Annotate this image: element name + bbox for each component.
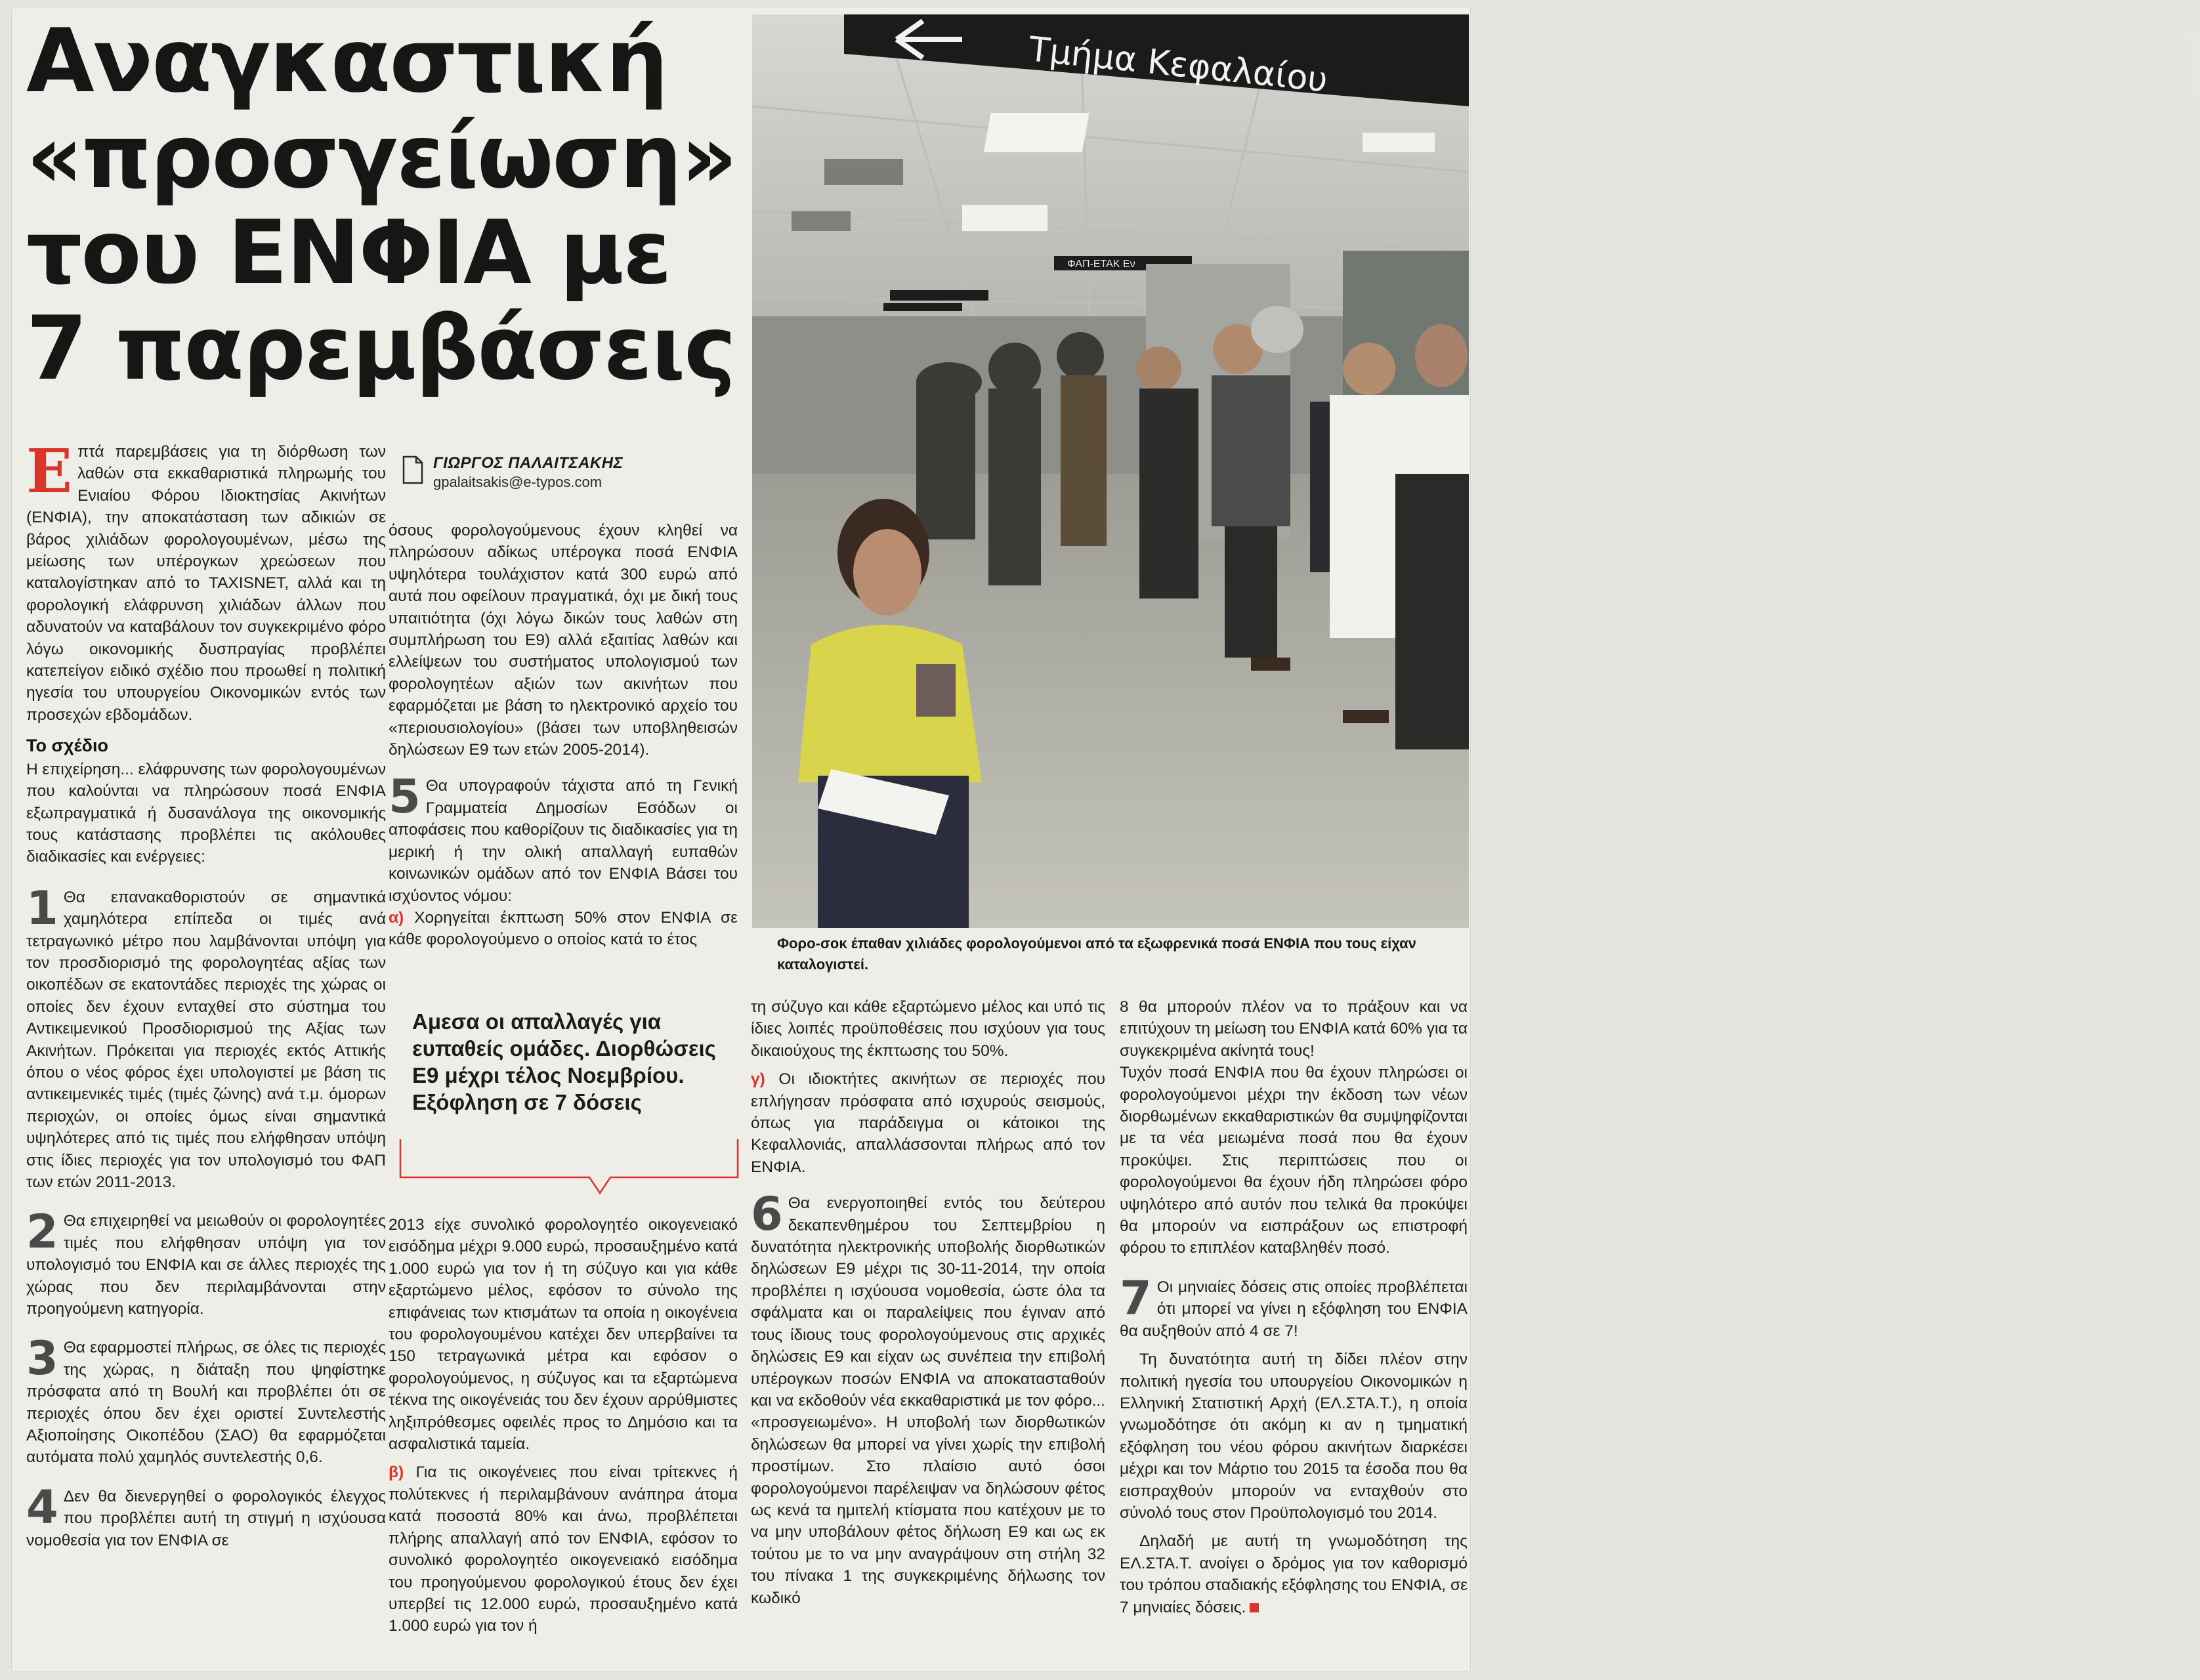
point-7: 7 Οι μηνιαίες δόσεις στις οποίες προβλέπεται ότι μπορεί να γίνει η εξόφληση του ΕΝΦΙΑ θα αυξηθούν από 4 σε 7! (1120, 1270, 1468, 1340)
point-4-continued: όσους φορολογούμενους έχουν κληθεί να πληρώσουν αδίκως υπέρογκα ποσά ΕΝΦΙΑ υψηλότερα τουλάχιστον κατά 300 ευρώ από αυτά που οφείλουν πραγματικά, όχι με δική τους υπαιτιότητα (όχι λόγω δικών τους λαθών στη συμπλήρωση του Ε9) αλλά εξαιτίας λαθών και ελλείψεων του συστήματος υπολογισμού των φορολογητέων αξιών των ακινήτων που εφαρμόζεται με βάση το ηλεκτρονικό αρχείο του «περιουσιολογίου» (βάσει των υποβληθεισών δηλώσεων Ε9 των ετών 2005-2014). (389, 522, 738, 759)
point-6: 6 Θα ενεργοποιηθεί εντός του δεύτερου δεκαπενθημέρου του Σεπτεμβρίου η δυνατότητα ηλεκτρονικής υποβολής διορθωτικών δηλώσεων Ε9 μέχρι τις 30-11-2014, την οποία προβλέπει η ισχύουσα νομοθεσία, ώστε όλα τα σφάλματα και οι παραλείψεις που έγιναν από τους ίδιους τους φορολογούμενους στις αρχικές δηλώσεις Ε9 και είχαν ως συνέπεια την επιβολή υπέρογκων ποσών ΕΝΦΙΑ να αποκατασταθούν και να εκδοθούν νέα εκκαθαριστικά με τον φόρο... «προσγειωμένο». Η υποβολή των διορθωτικών δηλώσεων θα μπορεί να γίνει χωρίς την επιβολή προστίμων. Στο πλαίσιο αυτό όσοι φορολογούμενοι παρέλειψαν να δηλώσουν φέτος ως κενά τα ημιτελή κτίσματα που κατέχουν με το να μην υποβάλουν φέτος δήλωση Ε9 και ως εκ τούτου με το να μην αναγράψουν στη στήλη 32 του πίνακα 1 της συγκεκριμένης δήλωσης τον κωδικό (751, 1187, 1105, 1607)
small-sign-text: ΦΑΠ-ΕΤΑΚ Εν (1067, 259, 1135, 270)
tax-office-queue-photo (752, 14, 1469, 928)
headline-line-1: Αναγκαστική (26, 10, 667, 112)
point-5b-continued: τη σύζυγο και κάθε εξαρτώμενο μέλος και υπό τις ίδιες λοιπές προϋποθέσεις που ισχύουν για τους δικαιούχους της έκπτωσης του 50%. (751, 998, 1105, 1060)
section-subhead: Το σχέδιο (26, 736, 109, 756)
point-number: 6 (751, 1187, 783, 1242)
subpoint-marker: γ) (751, 1070, 765, 1089)
point-4: 4 Δεν θα διενεργηθεί ο φορολογικός έλεγχος που προβλέπει αυτή τη στιγμή η ισχύουσα νομοθεσία για τον ΕΝΦΙΑ σε (26, 1480, 386, 1549)
document-icon (402, 455, 424, 484)
intro-paragraph: Επτά παρεμβάσεις για τη διόρθωση των λαθών στα εκκαθαριστικά πληρωμής του Ενιαίου Φόρου Ιδιοκτησίας Ακινήτων (ΕΝΦΙΑ), την αποκατάσταση των αδικιών σε βάρος χιλιάδων φορολογουμένων, μέσω της μείωσης των υπέρογκων χρεώσεων που καταλογίστηκαν από το TAXISNET, αλλά και τη φορολογική ελάφρυνση χιλιάδων άλλων που αδυνατούν να καταβάλουν τον συγκεκριμένο φόρο λόγω οικονομικής δυσπραγίας προβλέπει κατεπείγον ειδικό σχέδιο που προωθεί η πολιτική ηγεσία του υπουργείου Οικονομικών εντός των προσεχών εβδομάδων. (26, 436, 386, 724)
point-5b: β) Για τις οικογένειες που είναι τρίτεκνες ή πολύτεκνες ή περιλαμβάνουν ανάπηρα άτομα κατά ποσοστά 80% και άνω, προβλέπεται πλήρης απαλλαγή από τον ΕΝΦΙΑ, εφόσον το συνολικό φορολογητέο οικογενειακό εισόδημα του προηγούμενου φορολογικού έτους δεν έχει υπερβεί τις 12.000 ευρώ, προσαυξημένο κατά 1.000 ευρώ για τον ή (389, 1463, 738, 1635)
author-name: ΓΙΩΡΓΟΣ ΠΑΛΑΙΤΣΑΚΗΣ (433, 454, 624, 472)
headline-line-3: του ΕΝΦΙΑ με (26, 201, 671, 304)
point-6-continued: 8 θα μπορούν πλέον να το πράξουν και να επιτύχουν τη μείωση του ΕΝΦΙΑ κατά 60% για τα συγκεκριμένα ακίνητά τους! (1120, 998, 1468, 1060)
point-number: 2 (26, 1205, 58, 1259)
point-number: 4 (26, 1480, 58, 1534)
dropcap: Ε (26, 436, 73, 507)
newspaper-page (12, 7, 2200, 1671)
point-5a-continued: 2013 είχε συνολικό φορολογητέο οικογενειακό εισόδημα μέχρι 9.000 ευρώ, προσαυξημένο κατά 1.000 ευρώ για τον ή τη σύζυγο και για κάθε εξαρτώμενο μέλος, εφόσον το σύνολο της επιφάνειας των κτισμάτων τα οποία η οικογένεια του φορολογουμένου κατέχει δεν υπερβαίνει τα 150 τετραγωνικά μέτρα και εφόσον ο φορολογούμενος, η σύζυγος και τα εξαρτώμενα τέκνα της οικογένειάς του δεν έχουν αρρύθμιστες ληξιπρόθεσμες οφειλές προς το Δημόσιο και τα ασφαλιστικά ταμεία. (389, 1216, 738, 1454)
byline (402, 453, 730, 495)
subpoint-marker: α) (389, 908, 404, 927)
news-photo (752, 14, 2200, 928)
point-7-paragraph-2: Τη δυνατότητα αυτή τη δίδει πλέον στην πολιτική ηγεσία του υπουργείου Οικονομικών η Ελληνική Στατιστική Αρχή (ΕΛ.ΣΤΑ.Τ.), η οποία γνωμοδότησε ότι ακόμη κι αν η τμηματική εξόφληση του νέου φόρου ακινήτων διαρκέσει μέχρι και τον Μάρτιο του 2015 τα έσοδα που θα εισπραχθούν μπορούν να ενταχθούν στο σύνολό τους στον Προϋπολογισμό του 2014. (1120, 1351, 1468, 1522)
headline (26, 10, 755, 400)
point-2: 2 Θα επιχειρηθεί να μειωθούν οι φορολογητέες τιμές που ελήφθησαν υπόψη για τον υπολογισμό του ΕΝΦΙΑ και σε άλλες περιοχές της χώρας που δεν περιλαμβάνονται στην προηγούμενη κατηγορία. (26, 1205, 386, 1318)
author-email[interactable]: gpalaitsakis@e-typos.com (433, 474, 603, 490)
subpoint-marker: β) (389, 1463, 404, 1482)
point-5: 5 Θα υπογραφούν τάχιστα από τη Γενική Γραμματεία Δημοσίων Εσόδων οι αποφάσεις που καθορίζουν τις διαδικασίες για τη μερική ή την ολική απαλλαγή ευπαθών κοινωνικών ομάδων από τον ΕΝΦΙΑ Βάσει του ισχύοντος νόμου: α) Χορηγείται έκπτωση 50% στον ΕΝΦΙΑ σε κάθε φορολογούμενο ο οποίος κατά το έτος (389, 770, 738, 949)
article-column-2-bottom (389, 1214, 738, 1660)
article-column-2 (389, 520, 738, 979)
pull-quote (399, 1001, 739, 1198)
sign-text: Τμήμα Κεφαλαίου (1026, 30, 1330, 100)
point-number: 1 (26, 881, 58, 935)
photo-caption: Φορο-σοκ έπαθαν χιλιάδες φορολογούμενοι από τα εξωφρενικά ποσά ΕΝΦΙΑ που τους είχαν καταλογιστεί. (777, 935, 1416, 973)
article-column-3 (751, 996, 1105, 1659)
point-5c: γ) Οι ιδιοκτήτες ακινήτων σε περιοχές που επλήγησαν πρόσφατα από ισχυρούς σεισμούς, όπως για παράδειγμα οι κάτοικοι της Κεφαλλονιάς, απαλλάσσονται πλήρως από τον ΕΝΦΙΑ. (751, 1070, 1105, 1176)
end-mark (1250, 1603, 1259, 1612)
point-1: 1 Θα επανακαθοριστούν σε σημαντικά χαμηλότερα επίπεδα οι τιμές ανά τετραγωνικό μέτρο που λαμβάνονται υπόψη για τον προσδιορισμό της φορολογητέας αξίας των οικοπέδων σε εκατοντάδες περιοχές της χώρας οι οποίες δεν έχουν ενταχθεί στο σύστημα του Αντικειμενικού Προσδιορισμού της Αξίας των Ακινήτων. Πρόκειται για περιοχές εκτός Αττικής όπου ο νέος φόρος έχει υπολογιστεί με βάση τις αντικειμενικές τιμές (τιμές ζώνης) ανά τ.μ. όμορων περιοχών, οι οποίες όμως είναι σημαντικά υψηλότερες από τις τιμές που ελήφθησαν υπόψη στις ίδιες περιοχές για τον υπολογισμό του ΦΑΠ των ετών 2011-2013. (26, 881, 386, 1191)
plan-paragraph: Η επιχείρηση... ελάφρυνσης των φορολογουμένων που καλούνται να πληρώσουν ποσά ΕΝΦΙΑ εξωπραγματικά ή δυσανάλογα της οικονομικής τους κατάστασης προβλέπει τις ακόλουθες διαδικασίες και ενέργειες: (26, 760, 386, 866)
pull-quote-text: Αμεσα οι απαλλαγές για ευπαθείς ομάδες. Διορθώσεις Ε9 μέχρι τέλος Νοεμβρίου. Εξόφληση σε 7 δόσεις (412, 1009, 716, 1114)
photo-credit: ICONPRESS (2189, 34, 2200, 94)
point-6-refund: Τυχόν ποσά ΕΝΦΙΑ που θα έχουν πληρώσει οι φορολογούμενοι μέχρι την έκδοση των νέων διορθωμένων εκκαθαριστικών θα συμψηφίζονται με τα νέα μειωμένα ποσά που θα έχουν προκύψει. Στις περιπτώσεις που οι φορολογούμενοι θα έχουν ήδη πληρώσει φόρο υψηλότερο από αυτόν που τελικά θα προκύψει θα μπορούν να εισπράξουν ως επιστροφή φόρου το επιπλέον καταβληθέν ποσό. (1120, 1064, 1468, 1257)
headline-line-2: «προσγείωση» (26, 106, 736, 208)
article-column-4 (1120, 996, 1468, 1659)
point-7-paragraph-3: Δηλαδή με αυτή τη γνωμοδότηση της ΕΛ.ΣΤΑ.Τ. ανοίγει ο δρόμος για τον καθορισμό του τρόπου σταδιακής εξόφλησης του ΕΝΦΙΑ, σε 7 μηνιαίες δόσεις. (1120, 1532, 1468, 1616)
point-number: 7 (1120, 1270, 1152, 1325)
point-number: 3 (26, 1332, 58, 1386)
point-3: 3 Θα εφαρμοστεί πλήρως, σε όλες τις περιοχές της χώρας, η διάταξη που ψηφίστηκε πρόσφατα από τη Βουλή και προβλέπει ότι σε περιοχές όπου δεν έχει οριστεί Συντελεστής Αξιοποίησης Οικοπέδου (ΣΑΟ) θα εφαρμόζεται αυτόματα πολύ χαμηλός συντελεστής 0,6. (26, 1332, 386, 1467)
article-column-1 (26, 436, 386, 1655)
headline-line-4: 7 παρεμβάσεις (26, 297, 735, 400)
point-number: 5 (389, 770, 421, 824)
